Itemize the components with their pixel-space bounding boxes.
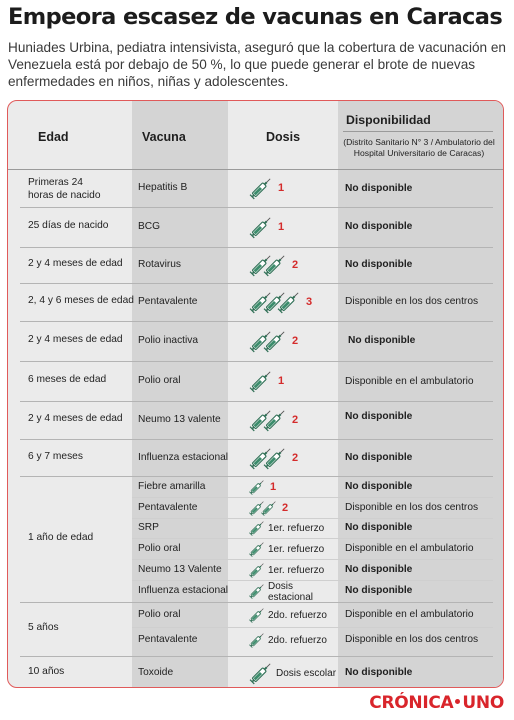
syringe-icon: [248, 214, 274, 240]
disponibilidad-cell: No disponible: [345, 480, 413, 492]
syringe-icon: [262, 252, 288, 278]
dosis-number: 2: [292, 335, 299, 347]
row-divider: [20, 207, 493, 208]
dosis-number: 2: [292, 259, 299, 271]
dosis-text: 1er. refuerzo: [268, 543, 325, 555]
header-edad: Edad: [38, 130, 69, 144]
dosis-number: 1: [278, 375, 285, 387]
syringe-icon: [262, 445, 288, 471]
vacuna-cell: Polio oral: [138, 375, 181, 386]
row-divider: [20, 361, 493, 362]
vacuna-cell: Rotavirus: [138, 259, 182, 270]
disponibilidad-cell: No disponible: [345, 411, 413, 422]
dosis-number: 2: [282, 501, 289, 514]
dosis-number: 2: [292, 414, 299, 426]
disponibilidad-cell: Disponible en el ambulatorio: [345, 608, 474, 620]
edad-cell: Primeras 24 horas de nacido: [28, 177, 101, 201]
edad-cell: 6 meses de edad: [28, 374, 107, 385]
vacuna-cell: Pentavalente: [138, 296, 198, 307]
edad-cell: 25 días de nacido: [28, 220, 109, 231]
syringe-icon: [248, 540, 266, 558]
vacuna-cell: BCG: [138, 221, 161, 232]
edad-cell: 2 y 4 meses de edad: [28, 334, 123, 345]
sub-row-divider: [132, 559, 493, 560]
disponibilidad-cell: No disponible: [345, 451, 413, 463]
vacuna-cell: Influenza estacional: [138, 451, 229, 463]
vacuna-cell: Polio inactiva: [138, 335, 199, 346]
syringe-icon: [276, 289, 302, 315]
edad-cell: 2 y 4 meses de edad: [28, 413, 123, 424]
disponibilidad-cell: Disponible en el ambulatorio: [345, 376, 474, 387]
disponibilidad-underline: [343, 131, 493, 132]
header-disponibilidad-note: (Distrito Sanitario N° 3 / Ambulatorio del Hospital Universitario de Caracas): [343, 137, 495, 158]
vacuna-cell: Polio oral: [138, 608, 181, 620]
syringe-icon: [248, 519, 266, 537]
row-divider: [20, 401, 493, 402]
dosis-number: 3: [306, 296, 313, 308]
vacuna-cell: Hepatitis B: [138, 182, 188, 193]
dosis-text: 1er. refuerzo: [268, 564, 325, 576]
logo-dot: [455, 699, 460, 704]
syringe-icon: [248, 660, 274, 686]
syringe-icon: [248, 478, 266, 496]
row-divider: [20, 321, 493, 322]
disponibilidad-cell: No disponible: [345, 585, 413, 596]
edad-cell: 2, 4 y 6 meses de edad: [28, 295, 134, 306]
syringe-icon: [248, 582, 266, 600]
disponibilidad-cell: No disponible: [345, 666, 413, 678]
edad-cell: 10 años: [28, 665, 65, 677]
disponibilidad-cell: No disponible: [345, 522, 413, 533]
vacuna-cell: Toxoide: [138, 666, 174, 678]
sub-row-divider: [132, 497, 493, 498]
sub-row-divider: [132, 518, 493, 519]
row-divider: [20, 247, 493, 248]
edad-cell: 2 y 4 meses de edad: [28, 258, 123, 269]
header-divider: [8, 169, 503, 170]
vacuna-cell: Neumo 13 valente: [138, 414, 221, 425]
dosis-text: 1er. refuerzo: [268, 523, 325, 534]
vacuna-cell: Pentavalente: [138, 633, 198, 645]
disponibilidad-cell: No disponible: [345, 221, 413, 232]
edad-cell: 5 años: [28, 622, 59, 633]
row-divider: [20, 283, 493, 284]
edad-cell: 6 y 7 meses: [28, 450, 83, 462]
syringe-icon: [248, 606, 266, 624]
syringe-icon: [248, 561, 266, 579]
row-divider: [20, 602, 493, 603]
vacuna-cell: Fiebre amarilla: [138, 480, 206, 492]
header-dosis: Dosis: [266, 130, 301, 144]
syringe-icon: [262, 328, 288, 354]
dosis-number: 1: [278, 221, 285, 233]
header-disponibilidad: Disponibilidad: [346, 113, 431, 127]
disponibilidad-cell: Disponible en los dos centros: [345, 501, 479, 513]
row-divider: [20, 656, 493, 657]
sub-row-divider: [132, 627, 493, 628]
disponibilidad-cell: Disponible en los dos centros: [345, 633, 479, 645]
sub-row-divider: [132, 538, 493, 539]
vaccine-table: [7, 100, 504, 688]
header-vacuna: Vacuna: [142, 130, 186, 144]
syringe-icon: [248, 631, 266, 649]
vacuna-cell: Polio oral: [138, 542, 181, 554]
disponibilidad-cell: Disponible en el ambulatorio: [345, 542, 474, 554]
syringe-icon: [262, 407, 288, 433]
dosis-number: 1: [270, 480, 277, 493]
disponibilidad-cell: Disponible en los dos centros: [345, 296, 479, 307]
edad-cell: 1 año de edad: [28, 532, 94, 543]
vacuna-cell: SRP: [138, 522, 159, 533]
dosis-number: 2: [292, 451, 299, 464]
logo-right: UNO: [462, 693, 504, 713]
cronica-uno-logo: [369, 693, 504, 713]
syringe-icon: [260, 499, 278, 517]
dosis-text: Dosis escolar: [276, 667, 337, 679]
row-divider: [20, 439, 493, 440]
dosis-number: 1: [278, 182, 285, 194]
page-subtitle: Huniades Urbina, pediatra intensivista, aseguró que la cobertura de vacunación en Venezuela está por debajo de 50 %, lo que puede generar el brote de nuevas enfermedades en niños, niñas y adolescentes.: [8, 40, 506, 89]
dosis-text: 2do. refuerzo: [268, 634, 327, 646]
syringe-icon: [248, 368, 274, 394]
disponibilidad-cell: No disponible: [345, 259, 413, 270]
disponibilidad-cell: No disponible: [345, 183, 413, 194]
vacuna-cell: Neumo 13 Valente: [138, 563, 222, 575]
disponibilidad-cell: No disponible: [345, 563, 413, 575]
vacuna-cell: Pentavalente: [138, 501, 198, 513]
dosis-text: 2do. refuerzo: [268, 609, 327, 621]
vacuna-cell: Influenza estacional: [138, 585, 229, 596]
disponibilidad-cell: No disponible: [348, 335, 416, 346]
syringe-icon: [248, 175, 274, 201]
page-title: Empeora escasez de vacunas en Caracas: [8, 4, 503, 30]
dosis-text: Dosis estacional: [268, 581, 314, 603]
logo-left: CRÓNICA: [369, 693, 454, 713]
